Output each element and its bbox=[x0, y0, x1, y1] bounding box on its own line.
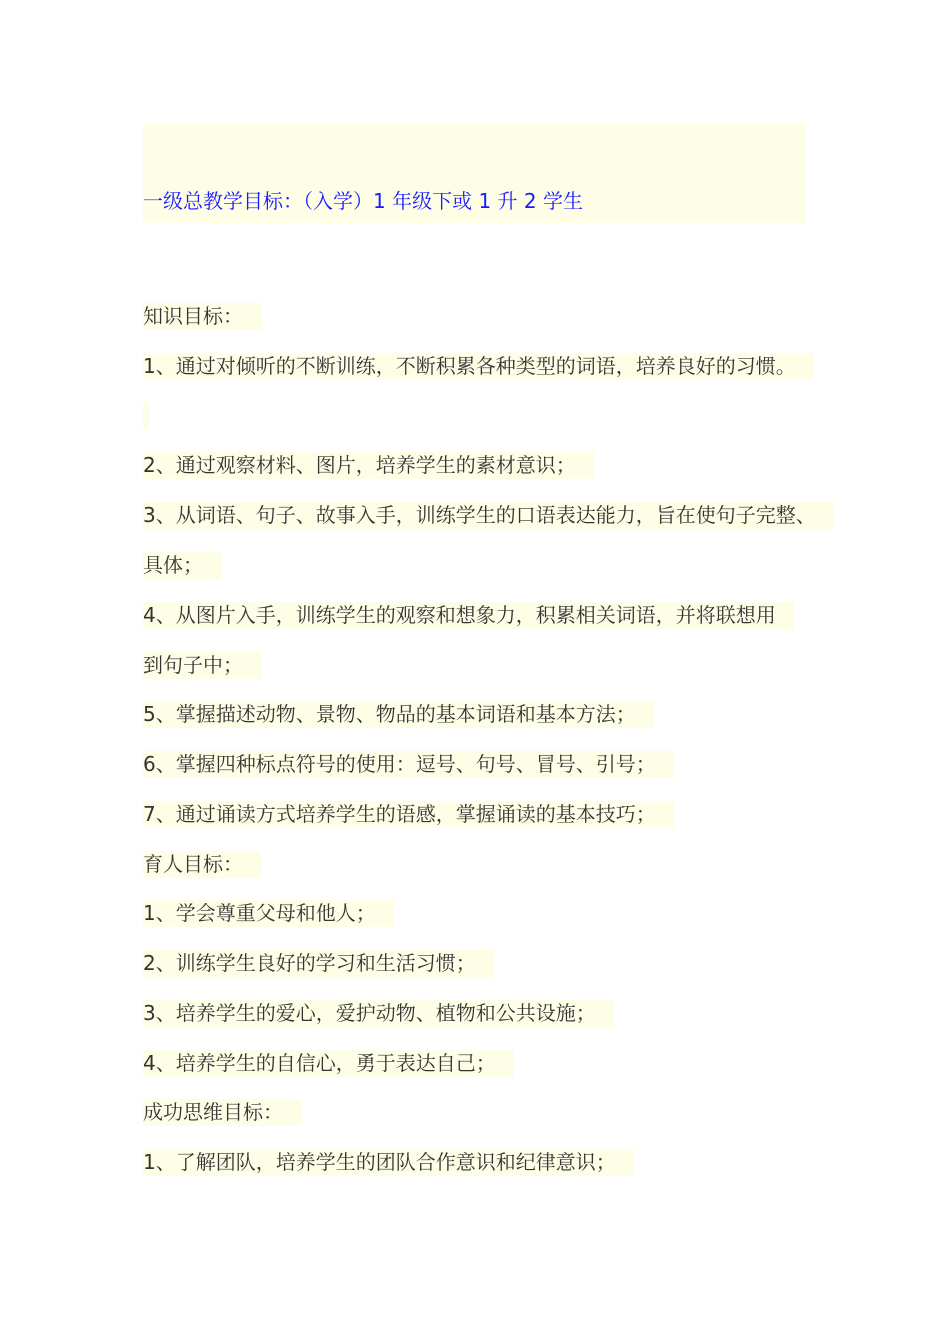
education-item-4: 4、培养学生的自信心，勇于表达自己； bbox=[143, 1050, 514, 1077]
knowledge-item-3-line-2: 具体； bbox=[143, 552, 221, 579]
knowledge-item-1: 1、通过对倾听的不断训练，不断积累各种类型的词语，培养良好的习惯。 bbox=[143, 353, 814, 380]
section-heading-knowledge: 知识目标： bbox=[143, 303, 261, 330]
knowledge-item-2: 2、通过观察材料、图片，培养学生的素材意识； bbox=[143, 452, 594, 479]
knowledge-item-3-line-1: 3、从词语、句子、故事入手，训练学生的口语表达能力，旨在使句子完整、 bbox=[143, 502, 834, 529]
education-item-3: 3、培养学生的爱心，爱护动物、植物和公共设施； bbox=[143, 1000, 614, 1027]
education-item-1: 1、学会尊重父母和他人； bbox=[143, 900, 394, 927]
thinking-item-1: 1、了解团队，培养学生的团队合作意识和纪律意识； bbox=[143, 1149, 634, 1176]
section-heading-education: 育人目标： bbox=[143, 851, 261, 878]
title-block bbox=[143, 124, 806, 223]
empty-line bbox=[143, 402, 149, 429]
knowledge-item-7: 7、通过诵读方式培养学生的语感，掌握诵读的基本技巧； bbox=[143, 801, 674, 828]
knowledge-item-4-line-2: 到句子中； bbox=[143, 652, 261, 679]
document-title: 一级总教学目标：（入学）1 年级下或 1 升 2 学生 bbox=[143, 189, 583, 213]
education-item-2: 2、训练学生良好的学习和生活习惯； bbox=[143, 950, 494, 977]
knowledge-item-4-line-1: 4、从图片入手，训练学生的观察和想象力，积累相关词语，并将联想用 bbox=[143, 602, 794, 629]
knowledge-item-5: 5、掌握描述动物、景物、物品的基本词语和基本方法； bbox=[143, 701, 654, 728]
knowledge-item-6: 6、掌握四种标点符号的使用：逗号、句号、冒号、引号； bbox=[143, 751, 674, 778]
section-heading-thinking: 成功思维目标： bbox=[143, 1099, 301, 1126]
